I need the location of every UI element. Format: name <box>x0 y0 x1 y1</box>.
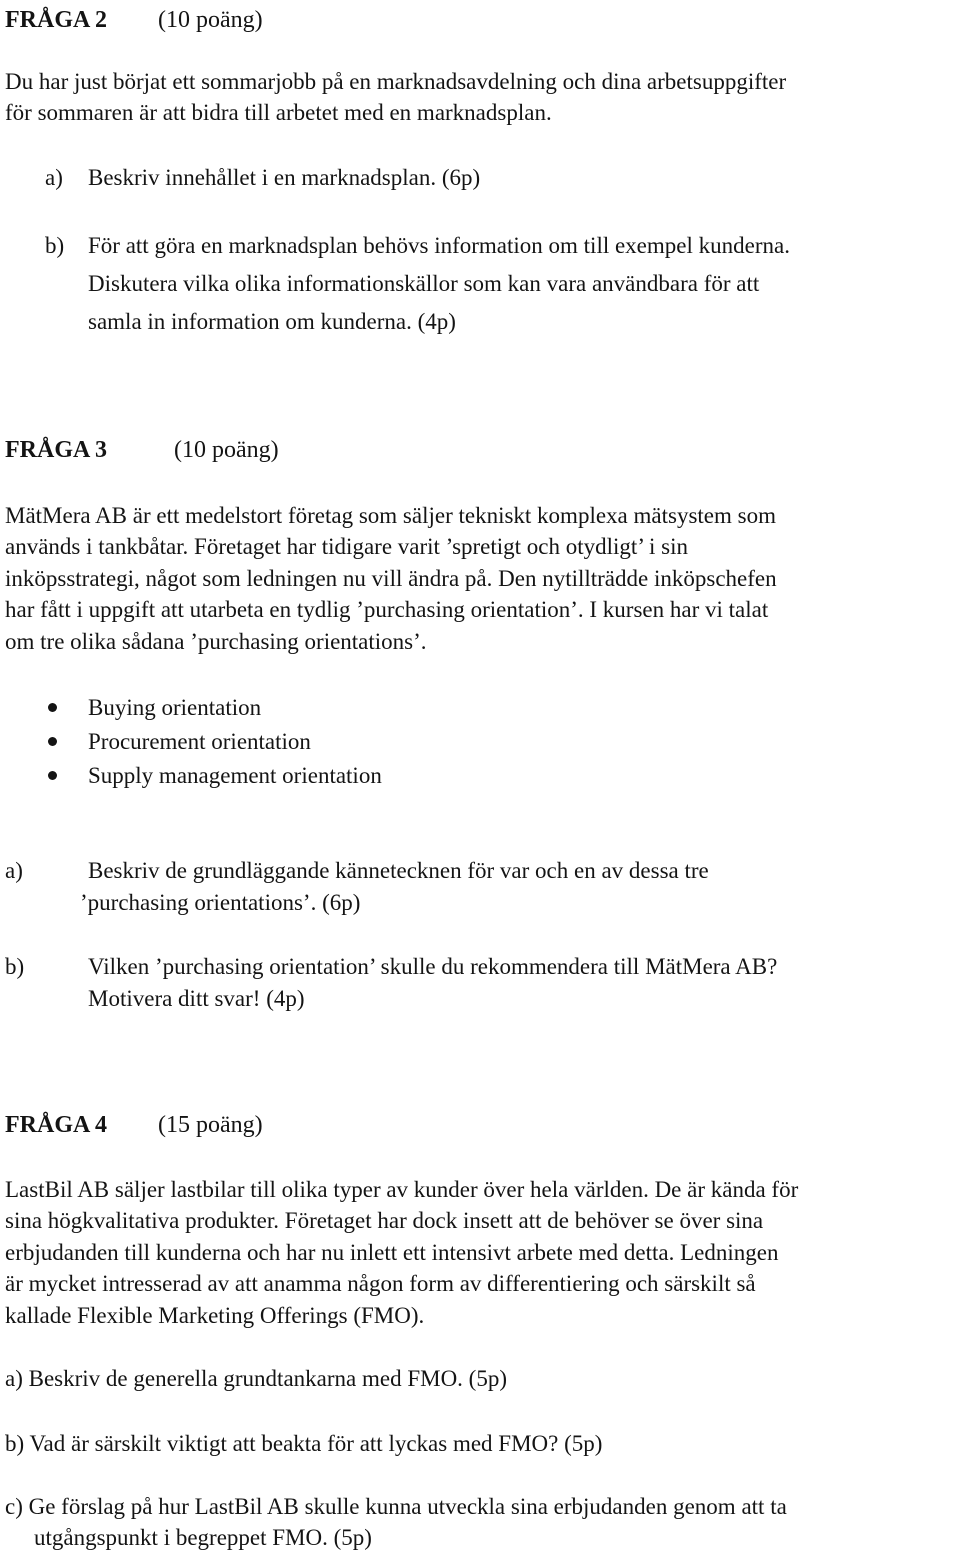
bullet-item: Procurement orientation <box>88 729 311 754</box>
question-2-b-line: samla in information om kunderna. (4p) <box>88 309 456 334</box>
question-3-a-line: Beskriv de grundläggande kännetecknen för var och en av dessa tre <box>88 858 709 883</box>
question-3-b-line: Motivera ditt svar! (4p) <box>88 986 305 1011</box>
question-2-points: (10 poäng) <box>158 7 263 33</box>
bullet-item: Supply management orientation <box>88 763 382 788</box>
question-4-c-line: utgångspunkt i begreppet FMO. (5p) <box>34 1525 372 1550</box>
question-3-intro-line: inköpsstrategi, något som ledningen nu vill ändra på. Den nytillträdde inköpschefen <box>5 566 777 591</box>
question-4-intro-line: sina högkvalitativa produkter. Företaget har dock insett att de behöver se över sina <box>5 1208 764 1233</box>
question-2-title: FRÅGA 2 <box>5 7 107 33</box>
question-4-points: (15 poäng) <box>158 1112 263 1138</box>
bullet-icon <box>48 771 57 780</box>
question-3-title: FRÅGA 3 <box>5 437 107 463</box>
question-3-a-label: a) <box>5 858 23 883</box>
bullet-icon <box>48 737 57 746</box>
question-4-b-text: b) Vad är särskilt viktigt att beakta för att lyckas med FMO? (5p) <box>5 1431 603 1456</box>
question-2-a-label: a) <box>45 165 63 190</box>
question-4-intro-line: kallade Flexible Marketing Offerings (FMO). <box>5 1303 425 1328</box>
question-3-b-line: Vilken ’purchasing orientation’ skulle du rekommendera till MätMera AB? <box>88 954 778 979</box>
question-4-intro-line: är mycket intresserad av att anamma någon form av differentiering och särskilt så <box>5 1271 756 1296</box>
question-3-a-line: ’purchasing orientations’. (6p) <box>80 890 361 915</box>
question-3-b-label: b) <box>5 954 25 979</box>
question-4-a-text: a) Beskriv de generella grundtankarna med FMO. (5p) <box>5 1366 508 1391</box>
question-4-intro-line: LastBil AB säljer lastbilar till olika typer av kunder över hela världen. De är kända för <box>5 1177 799 1202</box>
question-3-intro-line: MätMera AB är ett medelstort företag som säljer tekniskt komplexa mätsystem som <box>5 503 776 528</box>
question-2-b-label: b) <box>45 233 65 258</box>
question-3-intro-line: om tre olika sådana ’purchasing orientations’. <box>5 629 427 654</box>
question-2-intro-line: Du har just börjat ett sommarjobb på en marknadsavdelning och dina arbetsuppgifter <box>5 69 787 94</box>
question-2-intro-line: för sommaren är att bidra till arbetet med en marknadsplan. <box>5 100 552 125</box>
question-3-intro-line: används i tankbåtar. Företaget har tidigare varit ’spretigt och otydligt’ i sin <box>5 534 689 559</box>
question-2-b-line: Diskutera vilka olika informationskällor som kan vara användbara för att <box>88 271 760 296</box>
question-4-c-line: c) Ge förslag på hur LastBil AB skulle kunna utveckla sina erbjudanden genom att ta <box>5 1494 787 1519</box>
question-2-a-text: Beskriv innehållet i en marknadsplan. (6p) <box>88 165 481 190</box>
bullet-icon <box>48 703 57 712</box>
question-4-intro-line: erbjudanden till kunderna och har nu inlett ett intensivt arbete med detta. Ledningen <box>5 1240 779 1265</box>
question-3-intro-line: har fått i uppgift att utarbeta en tydlig ’purchasing orientation’. I kursen har vi talat <box>5 597 769 622</box>
question-4-title: FRÅGA 4 <box>5 1112 107 1138</box>
question-2-b-line: För att göra en marknadsplan behövs information om till exempel kunderna. <box>88 233 790 258</box>
question-3-points: (10 poäng) <box>174 437 279 463</box>
bullet-item: Buying orientation <box>88 695 262 720</box>
